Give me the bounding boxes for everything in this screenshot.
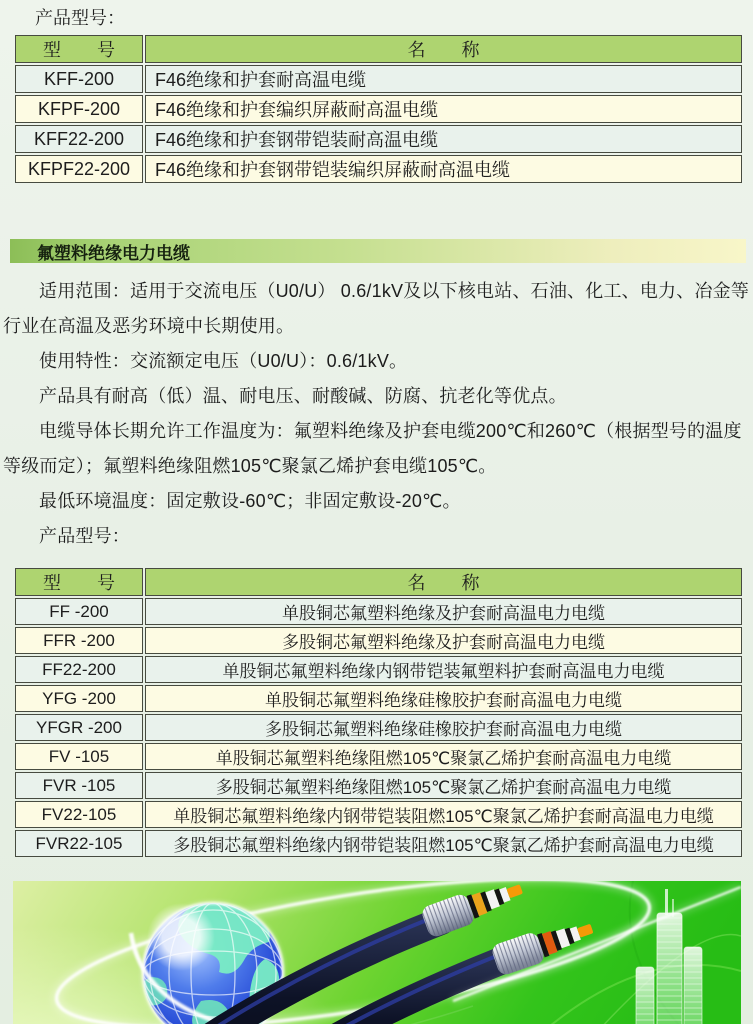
model-cell: FF -200	[15, 598, 143, 625]
model-cell: KFF-200	[15, 65, 143, 93]
model-cell: KFF22-200	[15, 125, 143, 153]
name-cell: F46绝缘和护套耐高温电缆	[145, 65, 742, 93]
intro-label: 产品型号：	[35, 8, 125, 28]
model-cell: FFR -200	[15, 627, 143, 654]
model-cell: KFPF-200	[15, 95, 143, 123]
column-header-model: 型 号	[15, 35, 143, 63]
table-row	[15, 598, 742, 625]
table-row	[15, 714, 742, 741]
name-cell: 单股铜芯氟塑料绝缘及护套耐高温电力电缆	[145, 598, 742, 625]
name-cell: 单股铜芯氟塑料绝缘阻燃105℃聚氯乙烯护套耐高温电力电缆	[145, 743, 742, 770]
paragraph-temperature: 电缆导体长期允许工作温度为：氟塑料绝缘及护套电缆200℃和260℃（根据型号的温度等级而定）；氟塑料绝缘阻燃105℃聚氯乙烯护套电缆105℃。	[3, 421, 742, 476]
model-table-fluoroplastic	[13, 566, 744, 859]
model-cell: FVR22-105	[15, 830, 143, 857]
paragraph-features: 产品具有耐高（低）温、耐电压、耐酸碱、防腐、抗老化等优点。	[39, 386, 567, 406]
name-cell: 多股铜芯氟塑料绝缘内钢带铠装阻燃105℃聚氯乙烯护套耐高温电力电缆	[145, 830, 742, 857]
paragraph-usage: 使用特性：交流额定电压（U0/U）：0.6/1kV。	[39, 351, 408, 371]
model-cell: YFG -200	[15, 685, 143, 712]
table-row	[15, 627, 742, 654]
table-row	[15, 95, 742, 123]
paragraph-min-temperature: 最低环境温度：固定敷设-60℃；非固定敷设-20℃。	[39, 491, 461, 511]
cable-promo-image	[13, 881, 741, 1024]
paragraph-model-label: 产品型号：	[39, 526, 130, 546]
model-table-f46	[13, 33, 744, 185]
table-row	[15, 125, 742, 153]
model-cell: KFPF22-200	[15, 155, 143, 183]
name-cell: F46绝缘和护套钢带铠装耐高温电缆	[145, 125, 742, 153]
column-header-model: 型 号	[15, 568, 143, 596]
table-row	[15, 801, 742, 828]
description-paragraphs	[3, 274, 750, 554]
table-header-row	[15, 568, 742, 596]
model-cell: FV22-105	[15, 801, 143, 828]
name-cell: 多股铜芯氟塑料绝缘硅橡胶护套耐高温电力电缆	[145, 714, 742, 741]
section-header-bar	[10, 239, 746, 263]
table-row	[15, 65, 742, 93]
table-row	[15, 155, 742, 183]
table-row	[15, 743, 742, 770]
name-cell: F46绝缘和护套钢带铠装编织屏蔽耐高温电缆	[145, 155, 742, 183]
name-cell: 多股铜芯氟塑料绝缘阻燃105℃聚氯乙烯护套耐高温电力电缆	[145, 772, 742, 799]
model-cell: FF22-200	[15, 656, 143, 683]
section-title: 氟塑料绝缘电力电缆	[37, 243, 190, 263]
model-cell: YFGR -200	[15, 714, 143, 741]
table-row	[15, 772, 742, 799]
name-cell: 多股铜芯氟塑料绝缘及护套耐高温电力电缆	[145, 627, 742, 654]
column-header-name: 名 称	[145, 35, 742, 63]
name-cell: F46绝缘和护套编织屏蔽耐高温电缆	[145, 95, 742, 123]
table-header-row	[15, 35, 742, 63]
name-cell: 单股铜芯氟塑料绝缘内钢带铠装阻燃105℃聚氯乙烯护套耐高温电力电缆	[145, 801, 742, 828]
model-cell: FVR -105	[15, 772, 143, 799]
model-cell: FV -105	[15, 743, 143, 770]
table-row	[15, 830, 742, 857]
column-header-name: 名 称	[145, 568, 742, 596]
name-cell: 单股铜芯氟塑料绝缘硅橡胶护套耐高温电力电缆	[145, 685, 742, 712]
table-row	[15, 685, 742, 712]
name-cell: 单股铜芯氟塑料绝缘内钢带铠装氟塑料护套耐高温电力电缆	[145, 656, 742, 683]
table-row	[15, 656, 742, 683]
paragraph-scope: 适用范围：适用于交流电压（U0/U） 0.6/1kV及以下核电站、石油、化工、电力、冶金等行业在高温及恶劣环境中长期使用。	[3, 281, 750, 336]
